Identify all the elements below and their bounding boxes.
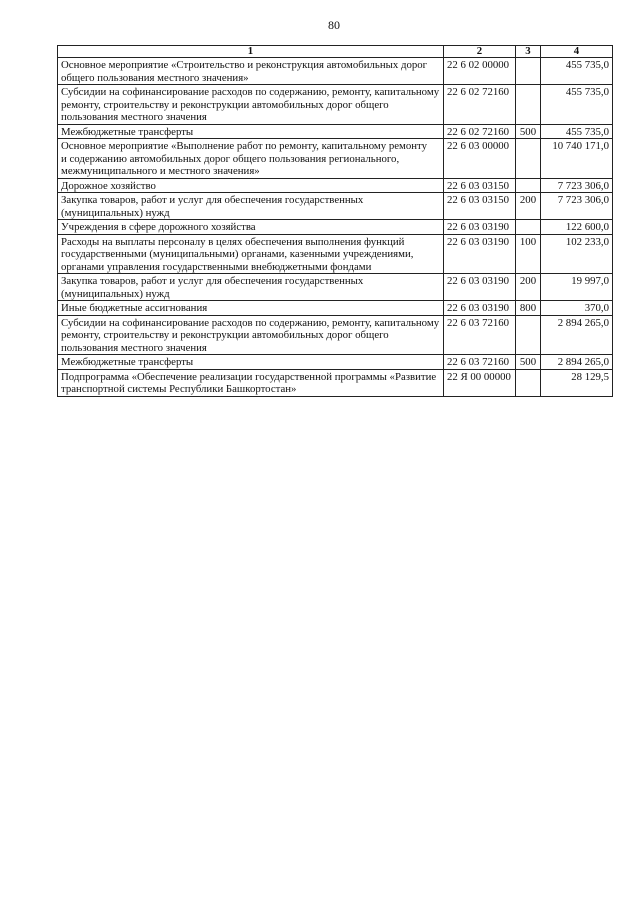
code-cell: 22 6 03 72160: [444, 315, 516, 355]
type-cell: 200: [516, 274, 541, 301]
code-cell: 22 Я 00 00000: [444, 369, 516, 396]
item-name-cell: Дорожное хозяйство: [58, 178, 444, 193]
table-row: [58, 58, 613, 85]
amount-cell: 455 735,0: [541, 85, 613, 125]
type-cell: 100: [516, 234, 541, 274]
amount-cell: 2 894 265,0: [541, 315, 613, 355]
table-row: [58, 234, 613, 274]
table-row: [58, 369, 613, 396]
item-name-cell: Основное мероприятие «Строительство и реконструкция автомобильных дорог общего пользования местного значения»: [58, 58, 444, 85]
table-row: [58, 315, 613, 355]
item-name-cell: Основное мероприятие «Выполнение работ по ремонту, капитальному ремонту и содержанию автомобильных дорог общего пользования регионального, межмуниципального и местного значения»: [58, 139, 444, 179]
column-header-2: 2: [444, 46, 516, 58]
amount-cell: 19 997,0: [541, 274, 613, 301]
type-cell: 500: [516, 124, 541, 139]
item-name-cell: Учреждения в сфере дорожного хозяйства: [58, 220, 444, 235]
table-row: [58, 85, 613, 125]
table-row: [58, 301, 613, 316]
code-cell: 22 6 03 03190: [444, 274, 516, 301]
amount-cell: 122 600,0: [541, 220, 613, 235]
item-name-cell: Закупка товаров, работ и услуг для обеспечения государственных (муниципальных) нужд: [58, 193, 444, 220]
table-row: [58, 193, 613, 220]
item-name-cell: Субсидии на софинансирование расходов по содержанию, ремонту, капитальному ремонту, строительству и реконструкции автомобильных дорог общего пользования местного значения: [58, 315, 444, 355]
code-cell: 22 6 03 03190: [444, 220, 516, 235]
item-name-cell: Межбюджетные трансферты: [58, 355, 444, 370]
code-cell: 22 6 02 00000: [444, 58, 516, 85]
table-row: [58, 124, 613, 139]
type-cell: [516, 178, 541, 193]
table-row: [58, 178, 613, 193]
budget-table: [57, 45, 613, 397]
code-cell: 22 6 03 00000: [444, 139, 516, 179]
type-cell: [516, 139, 541, 179]
code-cell: 22 6 03 72160: [444, 355, 516, 370]
item-name-cell: Межбюджетные трансферты: [58, 124, 444, 139]
item-name-cell: Подпрограмма «Обеспечение реализации государственной программы «Развитие транспортной системы Республики Башкортостан»: [58, 369, 444, 396]
item-name-cell: Расходы на выплаты персоналу в целях обеспечения выполнения функций государственными (муниципальными) органами, казенными учреждениями, органами управления государственными внебюджетными фондами: [58, 234, 444, 274]
type-cell: [516, 369, 541, 396]
table-header-row: [58, 46, 613, 58]
type-cell: 200: [516, 193, 541, 220]
amount-cell: 10 740 171,0: [541, 139, 613, 179]
column-header-4: 4: [541, 46, 613, 58]
type-cell: 800: [516, 301, 541, 316]
amount-cell: 455 735,0: [541, 58, 613, 85]
table-row: [58, 355, 613, 370]
amount-cell: 102 233,0: [541, 234, 613, 274]
amount-cell: 7 723 306,0: [541, 178, 613, 193]
table-row: [58, 220, 613, 235]
code-cell: 22 6 03 03150: [444, 193, 516, 220]
item-name-cell: Субсидии на софинансирование расходов по содержанию, ремонту, капитальному ремонту, строительству и реконструкции автомобильных дорог общего пользования местного значения: [58, 85, 444, 125]
amount-cell: 455 735,0: [541, 124, 613, 139]
type-cell: [516, 58, 541, 85]
code-cell: 22 6 03 03190: [444, 234, 516, 274]
code-cell: 22 6 03 03150: [444, 178, 516, 193]
page-number: 80: [328, 18, 340, 32]
item-name-cell: Иные бюджетные ассигнования: [58, 301, 444, 316]
code-cell: 22 6 03 03190: [444, 301, 516, 316]
code-cell: 22 6 02 72160: [444, 85, 516, 125]
item-name-cell: Закупка товаров, работ и услуг для обеспечения государственных (муниципальных) нужд: [58, 274, 444, 301]
type-cell: [516, 85, 541, 125]
amount-cell: 370,0: [541, 301, 613, 316]
table-row: [58, 139, 613, 179]
table-row: [58, 274, 613, 301]
amount-cell: 28 129,5: [541, 369, 613, 396]
amount-cell: 7 723 306,0: [541, 193, 613, 220]
column-header-1: 1: [58, 46, 444, 58]
type-cell: 500: [516, 355, 541, 370]
type-cell: [516, 220, 541, 235]
amount-cell: 2 894 265,0: [541, 355, 613, 370]
column-header-3: 3: [516, 46, 541, 58]
code-cell: 22 6 02 72160: [444, 124, 516, 139]
type-cell: [516, 315, 541, 355]
